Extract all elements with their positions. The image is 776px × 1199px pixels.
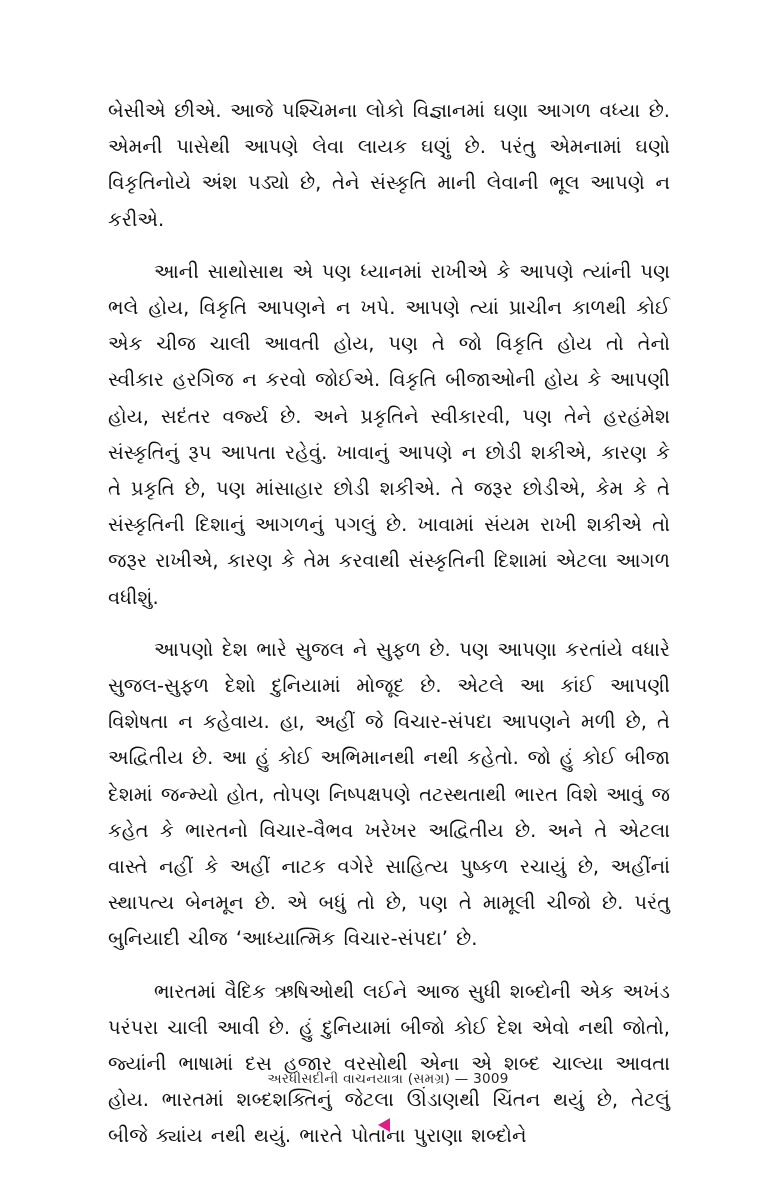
paragraph-1: બેસીએ છીએ. આજે પશ્ચિમના લોકો વિજ્ઞાનમાં ઘણા આગળ વધ્યા છે. એમની પાસેથી આપણે લેવા લાયક ઘણું છે. પરંતુ એમનામાં ઘણો વિકૃતિનોયે અંશ પડ્યો છે, તેને સંસ્કૃતિ માની લેવાની ભૂલ આપણે ન કરીએ.	[108, 99, 670, 231]
page-footer: અરધીસદીની વાચનયાત્રા (સમગ્ર) — 3009	[267, 1071, 509, 1087]
paragraph-2: આની સાથોસાથ એ પણ ધ્યાનમાં રાખીએ કે આપણે ત્યાંની પણ ભલે હોય, વિકૃતિ આપણને ન ખપે. આપણે ત્યાં પ્રાચીન કાળથી કોઈ એક ચીજ ચાલી આવતી હોય, પણ તે જો વિકૃતિ હોય તો તેનો સ્વીકાર હરગિજ ન કરવો જોઈએ. વિકૃતિ બીજાઓની હોય કે આપણી હોય, સદંતર વર્જ્ય છે. અને પ્રકૃતિને સ્વીકારવી, પણ તેને હરહંમેશ સંસ્કૃતિનું રૂપ આપતા રહેવું. ખાવાનું આપણે ન છોડી શકીએ, કારણ કે તે પ્રકૃતિ છે, પણ માંસાહાર છોડી શકીએ. તે જરૂર છોડીએ, કેમ કે તે સંસ્કૃતિની દિશાનું આગળનું પગલું છે. ખાવામાં સંયમ રાખી શકીએ તો જરૂર રાખીએ, કારણ કે તેમ કરવાથી સંસ્કૃતિની દિશામાં એટલા આગળ વધીશું.	[108, 259, 670, 609]
previous-page-arrow-icon[interactable]	[378, 1118, 390, 1132]
paragraph-4: ભારતમાં વૈદિક ઋષિઓથી લઈને આજ સુધી શબ્દોની એક અખંડ પરંપરા ચાલી આવી છે. હું દુનિયામાં બીજો કોઈ દેશ એવો નથી જોતો, જ્યાંની ભાષામાં દસ હજાર વરસોથી એના એ શબ્દ ચાલ્યા આવતા હોય. ભારતમાં શબ્દશક્તિનું જેટલા ઊંડાણથી ચિંતન થયું છે, તેટલું બીજે ક્યાંય નથી થયું. ભારતે પોતાના પુરાણા શબ્દોને	[108, 979, 670, 1148]
paragraph-3: આપણો દેશ ભારે સુજલ ને સુફળ છે. પણ આપણા કરતાંયે વધારે સુજલ-સુફળ દેશો દુનિયામાં મોજૂદ છે. એટલે આ કાંઈ આપણી વિશેષતા ન કહેવાય. હા, અહીં જે વિચાર-સંપદા આપણને મળી છે, તે અદ્વિતીય છે. આ હું કોઈ અભિમાનથી નથી કહેતો. જો હું કોઈ બીજા દેશમાં જન્મ્યો હોત, તોપણ નિષ્પક્ષપણે તટસ્થતાથી ભારત વિશે આવું જ કહેત કે ભારતનો વિચાર-વૈભવ ખરેખર અદ્વિતીય છે. અને તે એટલા વાસ્તે નહીં કે અહીં નાટક વગેરે સાહિત્ય પુષ્કળ રચાયું છે, અહીંનાં સ્થાપત્ય બેનમૂન છે. એ બધું તો છે, પણ તે મામૂલી ચીજો છે. પરંતુ બુનિયાદી ચીજ ‘આધ્યાત્મિક વિચાર-સંપદા’ છે.	[108, 637, 670, 951]
body-text	[108, 93, 670, 1171]
